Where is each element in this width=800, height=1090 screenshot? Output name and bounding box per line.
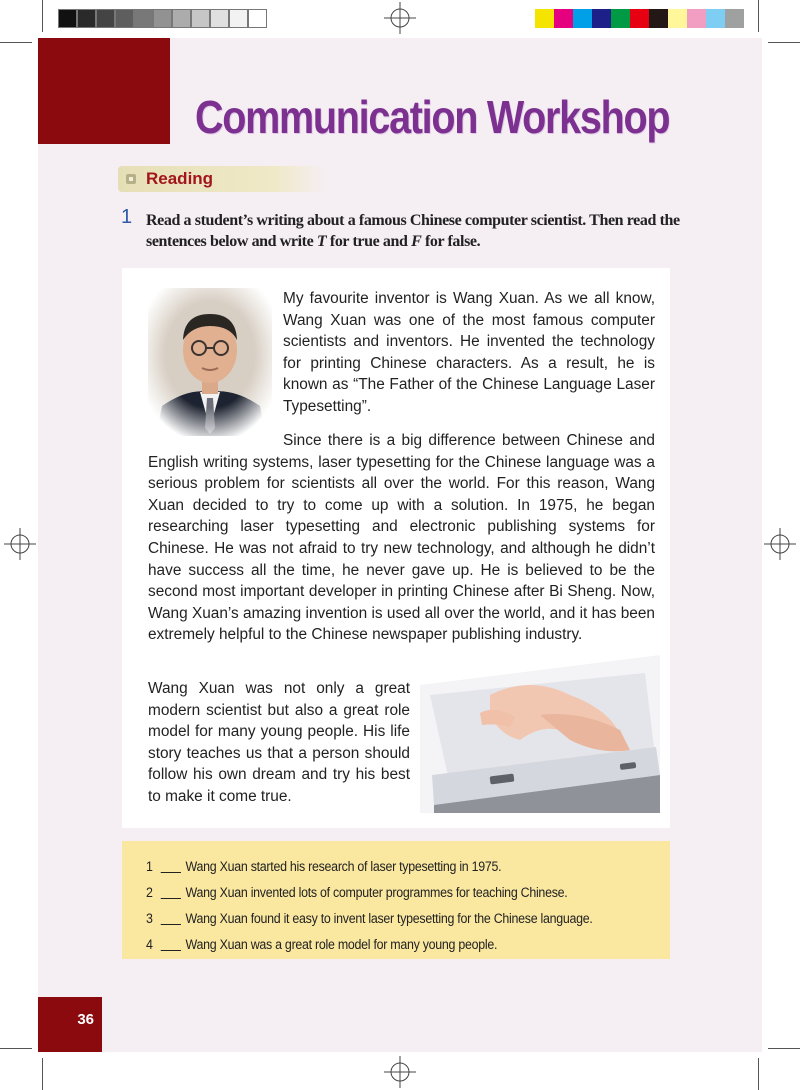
instruction-text: Read a student’s writing about a famous Chinese computer scientist. Then read the sentences below and write <box>146 212 680 250</box>
exercise-instructions <box>146 210 686 252</box>
answer-blank[interactable] <box>161 886 181 899</box>
answer-blank[interactable] <box>161 938 181 951</box>
question-text: Wang Xuan was a great role model for many young people. <box>185 936 498 952</box>
list-item <box>146 853 593 879</box>
portrait-photo <box>148 288 272 436</box>
instruction-text: for false. <box>421 233 481 250</box>
question-text: Wang Xuan started his research of laser typesetting in 1975. <box>185 858 502 874</box>
true-false-list <box>146 853 631 957</box>
false-letter: F <box>411 233 422 250</box>
question-number: 3 <box>146 910 153 926</box>
question-number: 4 <box>146 936 153 952</box>
crop-mark <box>0 42 32 43</box>
crop-mark <box>42 0 43 32</box>
list-item <box>146 905 593 931</box>
chapter-color-block <box>38 38 170 144</box>
question-number: 2 <box>146 884 153 900</box>
crop-mark <box>768 1048 800 1049</box>
crop-mark <box>42 1058 43 1090</box>
section-title: Reading <box>146 169 214 188</box>
section-header <box>118 166 326 192</box>
list-item <box>146 879 593 905</box>
question-text: Wang Xuan found it easy to invent laser typesetting for the Chinese language. <box>185 910 593 926</box>
registration-mark-icon <box>384 2 416 34</box>
instruction-text: for true and <box>326 233 412 250</box>
question-number: 1 <box>146 858 153 874</box>
registration-mark-icon <box>384 1056 416 1088</box>
crop-mark <box>758 0 759 32</box>
grayscale-calibration-strip <box>58 9 267 28</box>
passage-paragraph-1: My favourite inventor is Wang Xuan. As we all know, Wang Xuan was one of the most famous computer scientists and inventors. He invented the technology for printing Chinese characters. As a result, he is known as “The Father of the Chinese Language Laser Typesetting”. <box>283 290 655 415</box>
passage-paragraph-3: Wang Xuan was not only a great modern scientist but also a great role model for many young people. His life story teaches us that a person should follow his own dream and try his best to make it come true. <box>148 680 410 805</box>
page-number: 36 <box>38 997 102 1052</box>
passage-paragraph-2: Since there is a big difference between Chinese and English writing systems, laser typesetting for the Chinese language was a serious problem for scientists all over the world. For this reason, Wang Xuan decided to try to come up with a solution. In 1975, he began researching laser typesetting and electronic publishing systems for Chinese. He was not afraid to try new technology, and although he didn’t have success all the time, he never gave up. He is believed to be the second most important developer in printing Chinese after Bi Sheng. Now, Wang Xuan’s amazing invention is used all over the world, and it has been extremely helpful to the Chinese newspaper publishing industry. <box>148 432 655 644</box>
exercise-number: 1 <box>121 206 133 228</box>
laptop-typing-photo <box>420 655 660 813</box>
question-text: Wang Xuan invented lots of computer programmes for teaching Chinese. <box>185 884 568 900</box>
crop-mark <box>758 1058 759 1090</box>
list-item <box>146 931 593 957</box>
color-calibration-strip <box>535 9 744 28</box>
answer-blank[interactable] <box>161 912 181 925</box>
square-bullet-icon <box>126 174 136 184</box>
crop-mark <box>768 42 800 43</box>
crop-mark <box>0 1048 32 1049</box>
answer-blank[interactable] <box>161 860 181 873</box>
registration-mark-icon <box>4 528 36 560</box>
page-title: Communication Workshop <box>195 91 670 143</box>
registration-mark-icon <box>764 528 796 560</box>
true-letter: T <box>316 233 327 250</box>
